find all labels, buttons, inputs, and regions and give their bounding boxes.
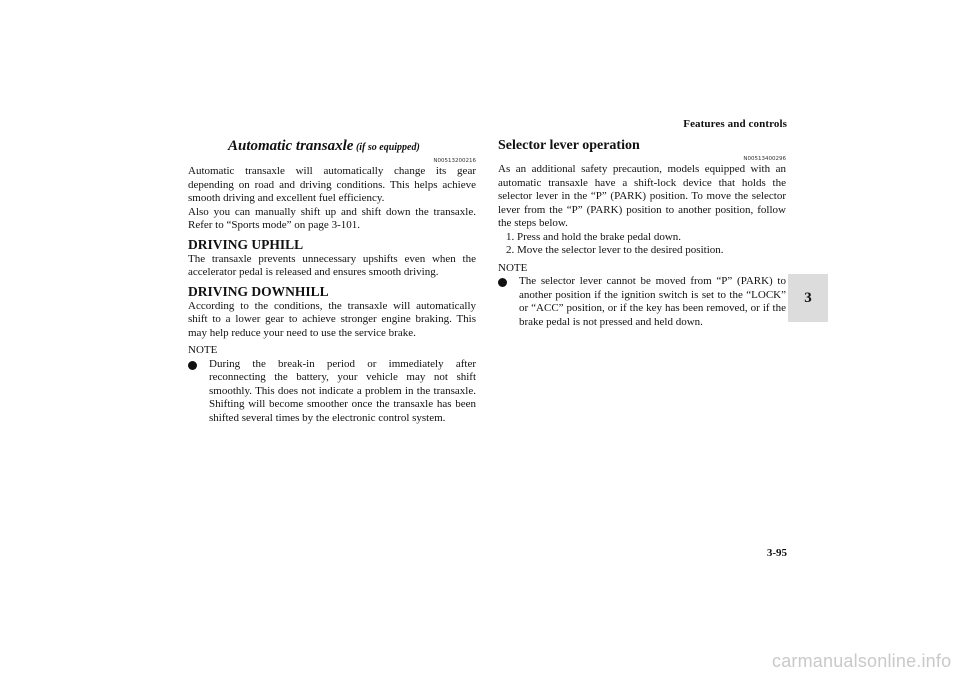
list-item: 1. Press and hold the brake pedal down. bbox=[506, 230, 682, 243]
intro-paragraph-2: Also you can manually shift up and shift down the transaxle. Refer to “Sports mode” on page 3-101. bbox=[188, 205, 476, 231]
bullet-dot-icon bbox=[498, 278, 507, 287]
left-column bbox=[188, 137, 476, 425]
note-text: The selector lever cannot be moved from “P” (PARK) to another position if the ignition switch is set to the “LOCK” or “ACC” position, or if the key has been removed, or if the brake pedal is not pressed and held down. bbox=[519, 275, 786, 328]
intro-paragraph: Automatic transaxle will automatically change its gear depending on road and driving conditions. This helps achieve smooth driving and excellent fuel efficiency. bbox=[188, 165, 476, 204]
steps-list bbox=[498, 231, 786, 258]
uphill-text: The transaxle prevents unnecessary upshifts even when the accelerator pedal is released and ensures smooth driving. bbox=[188, 252, 476, 278]
running-header: Features and controls bbox=[683, 118, 787, 130]
selector-intro: As an additional safety precaution, models equipped with an automatic transaxle have a shift-lock device that holds the selector lever in the “P” (PARK) position. To move the selector lever from the “P” (PARK) position to another position, follow the steps below. bbox=[498, 163, 786, 229]
note-bullet bbox=[188, 358, 476, 426]
downhill-heading: DRIVING DOWNHILL bbox=[188, 283, 329, 299]
section-title bbox=[228, 137, 476, 157]
section-title-main: Automatic transaxle bbox=[228, 138, 354, 154]
note-label: NOTE bbox=[188, 344, 218, 356]
note-text: During the break-in period or immediately after reconnecting the battery, your vehicle may not shift smoothly. This does not indicate a problem in the transaxle. Shifting will become smoother once the transaxle has been shifted several times by the electronic control system. bbox=[209, 357, 476, 424]
section-title-qualifier: (if so equipped) bbox=[353, 142, 420, 153]
note-bullet bbox=[498, 275, 786, 329]
list-item: 2. Move the selector lever to the desired position. bbox=[506, 244, 724, 256]
reference-code: N00513400296 bbox=[743, 156, 786, 162]
right-column bbox=[498, 137, 786, 329]
selector-lever-heading: Selector lever operation bbox=[498, 138, 640, 153]
downhill-text: According to the conditions, the transaxle will automatically shift to a lower gear to achieve stronger engine braking. This may help reduce your need to use the service brake. bbox=[188, 299, 476, 339]
page-number: 3-95 bbox=[766, 547, 787, 559]
uphill-heading: DRIVING UPHILL bbox=[188, 236, 304, 252]
bullet-dot-icon bbox=[188, 361, 197, 370]
note-label: NOTE bbox=[498, 261, 528, 274]
chapter-tab: 3 bbox=[788, 274, 828, 322]
watermark: carmanualsonline.info bbox=[772, 651, 952, 671]
reference-code: N00513200216 bbox=[433, 158, 476, 164]
